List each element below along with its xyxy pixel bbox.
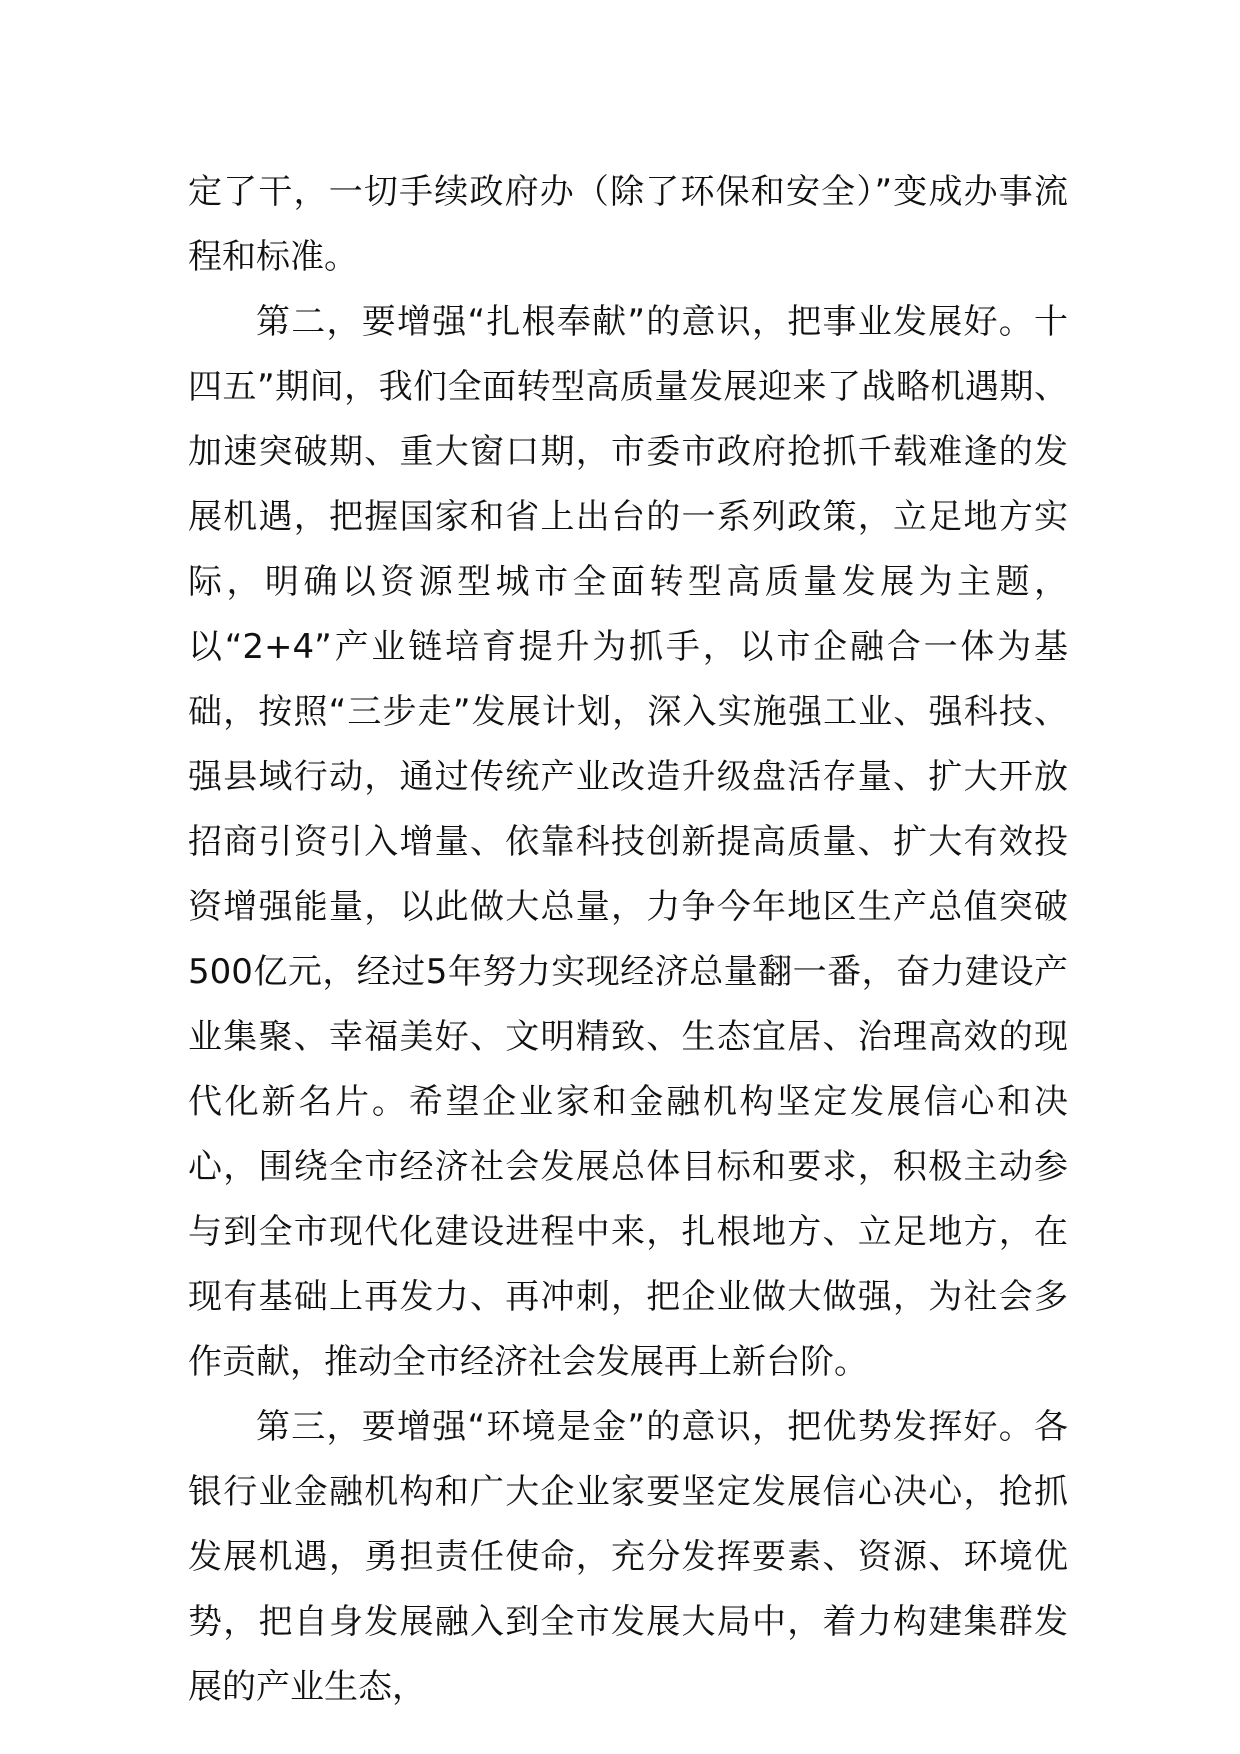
paragraph-second-point: 第二，要增强“扎根奉献”的意识，把事业发展好。十四五”期间，我们全面转型高质量发展迎来了战略机遇期、加速突破期、重大窗口期，市委市政府抢抓千载难逢的发展机遇，把握国家和省上出台的一系列政策，立足地方实际，明确以资源型城市全面转型高质量发展为主题，以“2+4”产业链培育提升为抓手，以市企融合一体为基础，按照“三步走”发展计划，深入实施强工业、强科技、强县域行动，通过传统产业改造升级盘活存量、扩大开放招商引资引入增量、依靠科技创新提高质量、扩大有效投资增强能量，以此做大总量，力争今年地区生产总值突破500亿元，经过5年努力实现经济总量翻一番，奋力建设产业集聚、幸福美好、文明精致、生态宜居、治理高效的现代化新名片。希望企业家和金融机构坚定发展信心和决心，围绕全市经济社会发展总体目标和要求，积极主动参与到全市现代化建设进程中来，扎根地方、立足地方，在现有基础上再发力、再冲刺，把企业做大做强，为社会多作贡献，推动全市经济社会发展再上新台阶。 (188, 302, 1068, 1382)
document-body (188, 160, 1068, 1720)
paragraph-third-point: 第三，要增强“环境是金”的意识，把优势发挥好。各银行业金融机构和广大企业家要坚定发展信心决心，抢抓发展机遇，勇担责任使命，充分发挥要素、资源、环境优势，把自身发展融入到全市发展大局中，着力构建集群发展的产业生态， (188, 1407, 1068, 1707)
paragraph-continuation: 定了干，一切手续政府办（除了环保和安全）”变成办事流程和标准。 (188, 172, 1068, 277)
